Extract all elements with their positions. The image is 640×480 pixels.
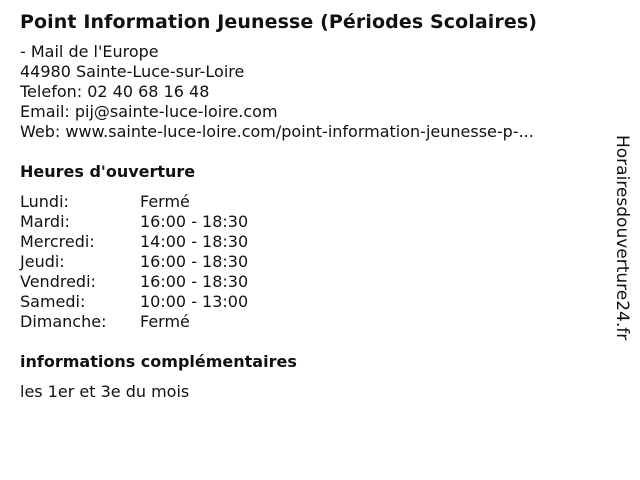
- hours-table: [20, 192, 248, 332]
- street-line: - Mail de l'Europe: [20, 42, 159, 61]
- opening-time: 16:00 - 18:30: [140, 252, 249, 271]
- site-watermark: Horairesdouverture24.fr: [612, 135, 632, 341]
- day-label: Mardi:: [20, 212, 70, 231]
- web-line: Web: www.sainte-luce-loire.com/point-information-jeunesse-p-...: [20, 122, 534, 141]
- opening-time: 14:00 - 18:30: [140, 232, 249, 251]
- info-heading: informations complémentaires: [20, 352, 297, 371]
- address-block: [20, 42, 605, 142]
- phone-line: Telefon: 02 40 68 16 48: [20, 82, 210, 101]
- day-label: Lundi:: [20, 192, 69, 211]
- day-label: Samedi:: [20, 292, 86, 311]
- opening-time: 10:00 - 13:00: [140, 292, 249, 311]
- info-text: les 1er et 3e du mois: [20, 382, 190, 401]
- hours-row: [20, 232, 248, 252]
- hours-row: [20, 212, 248, 232]
- opening-time: Fermé: [140, 192, 190, 211]
- hours-row: [20, 292, 248, 312]
- opening-time: 16:00 - 18:30: [140, 272, 249, 291]
- day-label: Mercredi:: [20, 232, 95, 251]
- day-label: Jeudi:: [20, 252, 65, 271]
- hours-row: [20, 252, 248, 272]
- opening-time: 16:00 - 18:30: [140, 212, 249, 231]
- hours-row: [20, 312, 248, 332]
- listing-card: [20, 9, 605, 402]
- opening-time: Fermé: [140, 312, 190, 331]
- day-label: Vendredi:: [20, 272, 96, 291]
- day-label: Dimanche:: [20, 312, 107, 331]
- page-title: Point Information Jeunesse (Périodes Scolaires): [20, 11, 538, 33]
- hours-row: [20, 192, 248, 212]
- city-line: 44980 Sainte-Luce-sur-Loire: [20, 62, 245, 81]
- hours-row: [20, 272, 248, 292]
- hours-heading: Heures d'ouverture: [20, 162, 196, 181]
- email-line: Email: pij@sainte-luce-loire.com: [20, 102, 278, 121]
